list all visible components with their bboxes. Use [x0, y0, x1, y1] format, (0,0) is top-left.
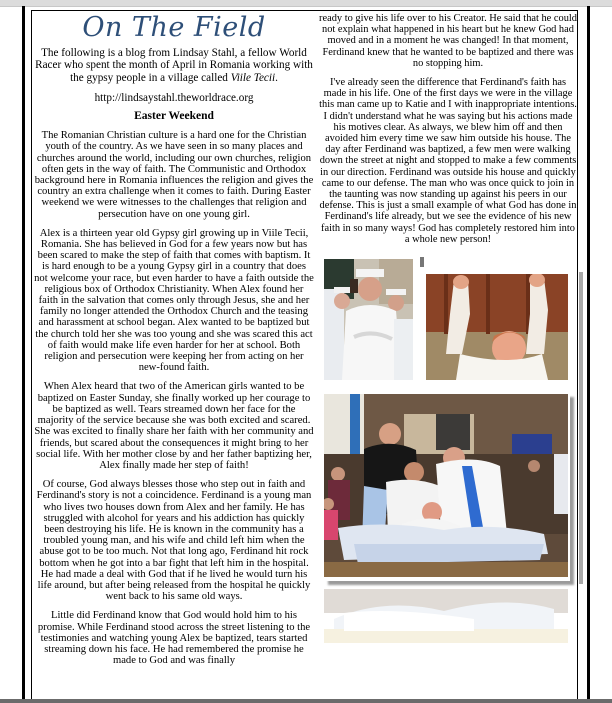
body-paragraph: When Alex heard that two of the American girls wanted to be baptized on Easter Sunday, she finally worked up her courage to be baptized as well. Tears streamed down her face for the majority of the service because she was both excited and scared. She was excited to finally share her faith with her community and friends, but scared about the consequences it might bring to her social life. With her mother close by and her father baptizing her, Alex finally made her step of faith! [34, 381, 314, 471]
blog-url[interactable]: http://lindsaystahl.theworldrace.org [94, 92, 254, 105]
intro-end: . [275, 71, 278, 84]
section-heading: Easter Weekend [134, 110, 214, 123]
intro-text: The following is a blog from Lindsay Stahl, a fellow World Racer who spent the month of April in Romania working with the gypsy people in a village called [35, 47, 313, 84]
left-column [34, 12, 314, 674]
page-title: On The Field [82, 12, 266, 43]
body-paragraph: Alex is a thirteen year old Gypsy girl growing up in Viile Tecii, Romania. She has believed in God for a few years now but has been scared to make the step of faith that comes with baptism. It is hard enough to be a young Gypsy girl in a country that does not welcome your race, but even harder to have a faith outside the religious box of Orthodox Christianity. When Alex found her faith in the salvation that comes only through Jesus, she and her family no longer attended the Orthodox Church and the teasing and harassment at school began. Alex wanted to be baptized but the church told her she was too young and she was scared this act of faith would make life even harder for her at school. Both religion and persecution were keeping her from acting on her new-found faith. [34, 227, 314, 374]
photo-baptism-ceremony [324, 394, 568, 577]
right-column [319, 13, 577, 253]
intro-paragraph [34, 47, 314, 84]
body-paragraph: The Romanian Christian culture is a hard one for the Christian youth of the country. As we have seen in so many places and churches around the world, including our own churches, religion often gets in the way of faith. The Communistic and Orthodox background here in Romania influences the religion and gives the country an extra challenge when it comes to faith. During Easter weekend we were witnesses to the challenges that religion and persecution have on one young girl. [34, 130, 314, 220]
top-edge [0, 0, 612, 7]
body-paragraph: I've already seen the difference that Ferdinand's faith has made in his life. One of the first days we were in the village this man came up to Katie and I with inappropriate intentions. I didn't understand what he was saying but his actions made his motives clear. As always, we blew him off and then avoided him every time we saw him outside his house. The day after Ferdinand was baptized, a few men were walking down the street at night and stopped to make a few comments in our direction. Ferdinand was outside his house and quickly came to our defense. The man who was once quick to join in the taunting was now standing up against his peers in our defense. This is just a small example of what God has done in Ferdinand's life already, but we see the evidence of his new faith in so many ways! God has completely restored him into a whole new person! [319, 77, 577, 245]
body-paragraph: Little did Ferdinand know that God would hold him to his promise. While Ferdinand stood across the street listening to the testimonies and watching young Alex be baptized, tears started streaming down his face. He had remembered the promise he made to God and was finally [37, 610, 311, 667]
photo-faded-reflection [324, 589, 568, 643]
village-name: Viile Tecii [230, 71, 276, 84]
body-paragraph: ready to give his life over to his Creator. He said that he could not explain what happened in his heart but he knew God had moved and in a moment he was changed! In that moment, Ferdinand knew that he wanted to be baptized and there was no stopping him. [319, 13, 577, 69]
photo-baptism-candidate [324, 259, 413, 380]
bottom-edge [0, 699, 612, 703]
image-anchor-marker [420, 257, 424, 267]
left-margin-rule [22, 6, 25, 699]
right-margin-rule [587, 6, 590, 699]
photo-raised-hands [426, 274, 568, 380]
body-paragraph: Of course, God always blesses those who step out in faith and Ferdinand's story is not a coincidence. Ferdinand is a young man who lives two houses down from Alex and her family. He has struggled with alcohol for years and his addiction has quickly been destroying his life. He is known in the community has a troubled young man, and his wife and child left him when the abuse got to be too much. Not that long ago, Ferdinand hit rock bottom when he got into a bar fight that left him in the hospital. He had made a deal with God that if he lived he would turn his life around, but after being released from the hospital he quickly went back to his same old ways. [36, 479, 312, 603]
image-shadow-edge [579, 272, 583, 584]
